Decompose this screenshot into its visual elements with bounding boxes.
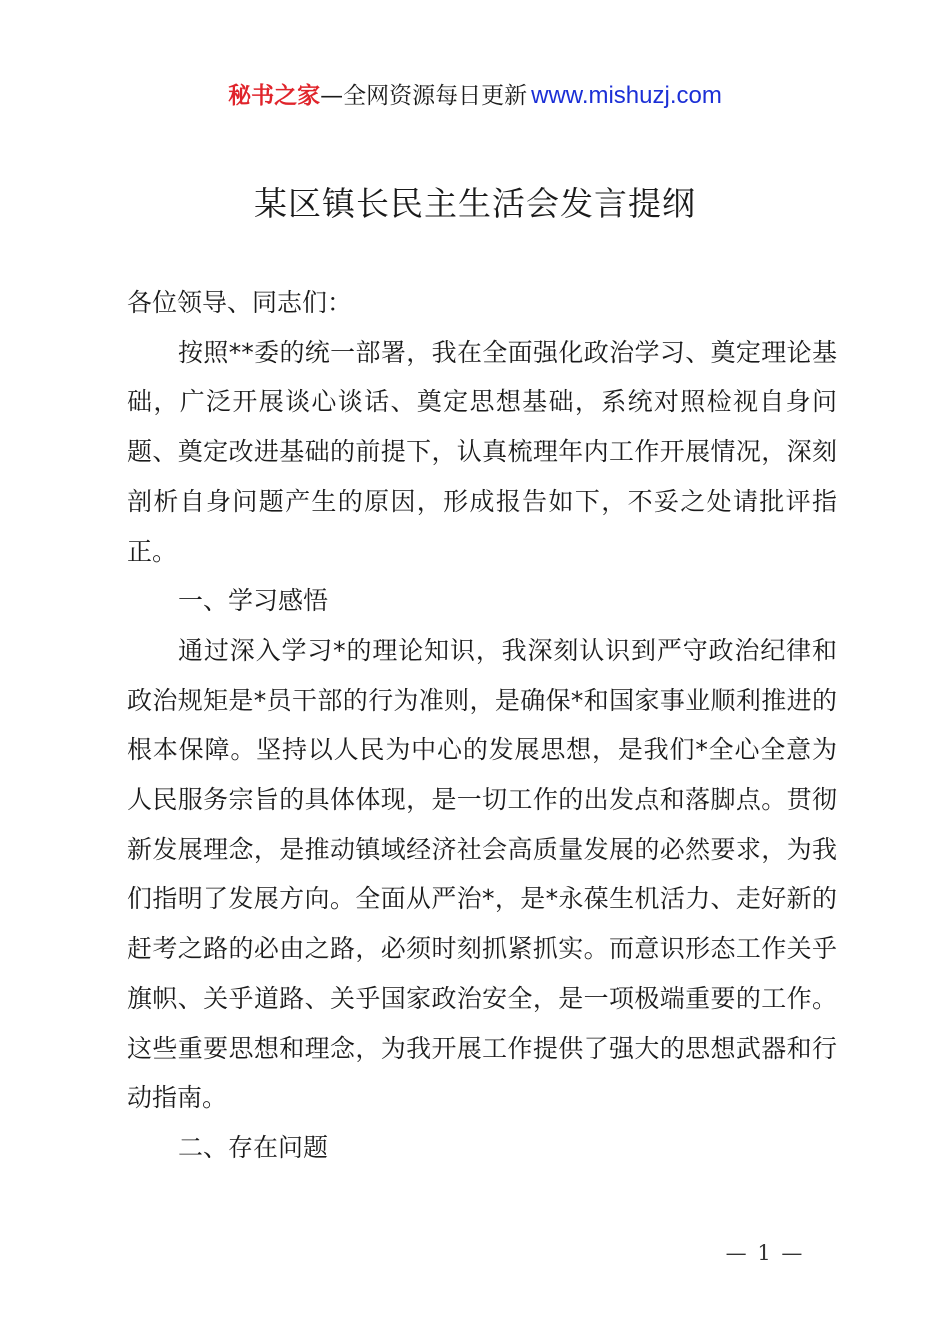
document-body <box>127 278 837 1173</box>
site-tagline: —全网资源每日更新 <box>320 83 528 109</box>
section-heading-problems: 二、存在问题 <box>178 1132 329 1162</box>
learning-paragraph: 通过深入学习*的理论知识，我深刻认识到严守政治纪律和政治规矩是*员干部的行为准则，是确保*和国家事业顺利推进的根本保障。坚持以人民为中心的发展思想，是我们*全心全意为人民服务宗旨的具体体现，是一切工作的出发点和落脚点。贯彻新发展理念，是推动镇域经济社会高质量发展的必然要求，为我们指明了发展方向。全面从严治*，是*永葆生机活力、走好新的赶考之路的必由之路，必须时刻抓紧抓实。而意识形态工作关乎旗帜、关乎道路、关乎国家政治安全，是一项极端重要的工作。这些重要思想和理念，为我开展工作提供了强大的思想武器和行动指南。 <box>127 635 837 1113</box>
section-heading-learning: 一、学习感悟 <box>178 586 329 616</box>
document-title: 某区镇长民主生活会发言提纲 <box>254 184 696 223</box>
brand-name: 秘书之家 <box>228 83 321 109</box>
intro-paragraph: 按照**委的统一部署，我在全面强化政治学习、奠定理论基础，广泛开展谈心谈话、奠定思想基础，系统对照检视自身问题、奠定改进基础的前提下，认真梳理年内工作开展情况，深刻剖析自身问题产生的原因，形成报告如下，不妥之处请批评指正。 <box>127 337 837 566</box>
page-number: — 1 — <box>725 1241 805 1265</box>
salutation: 各位领导、同志们： <box>127 288 353 317</box>
site-header <box>0 80 950 112</box>
site-url-link[interactable]: www.mishuzj.com <box>531 82 722 109</box>
